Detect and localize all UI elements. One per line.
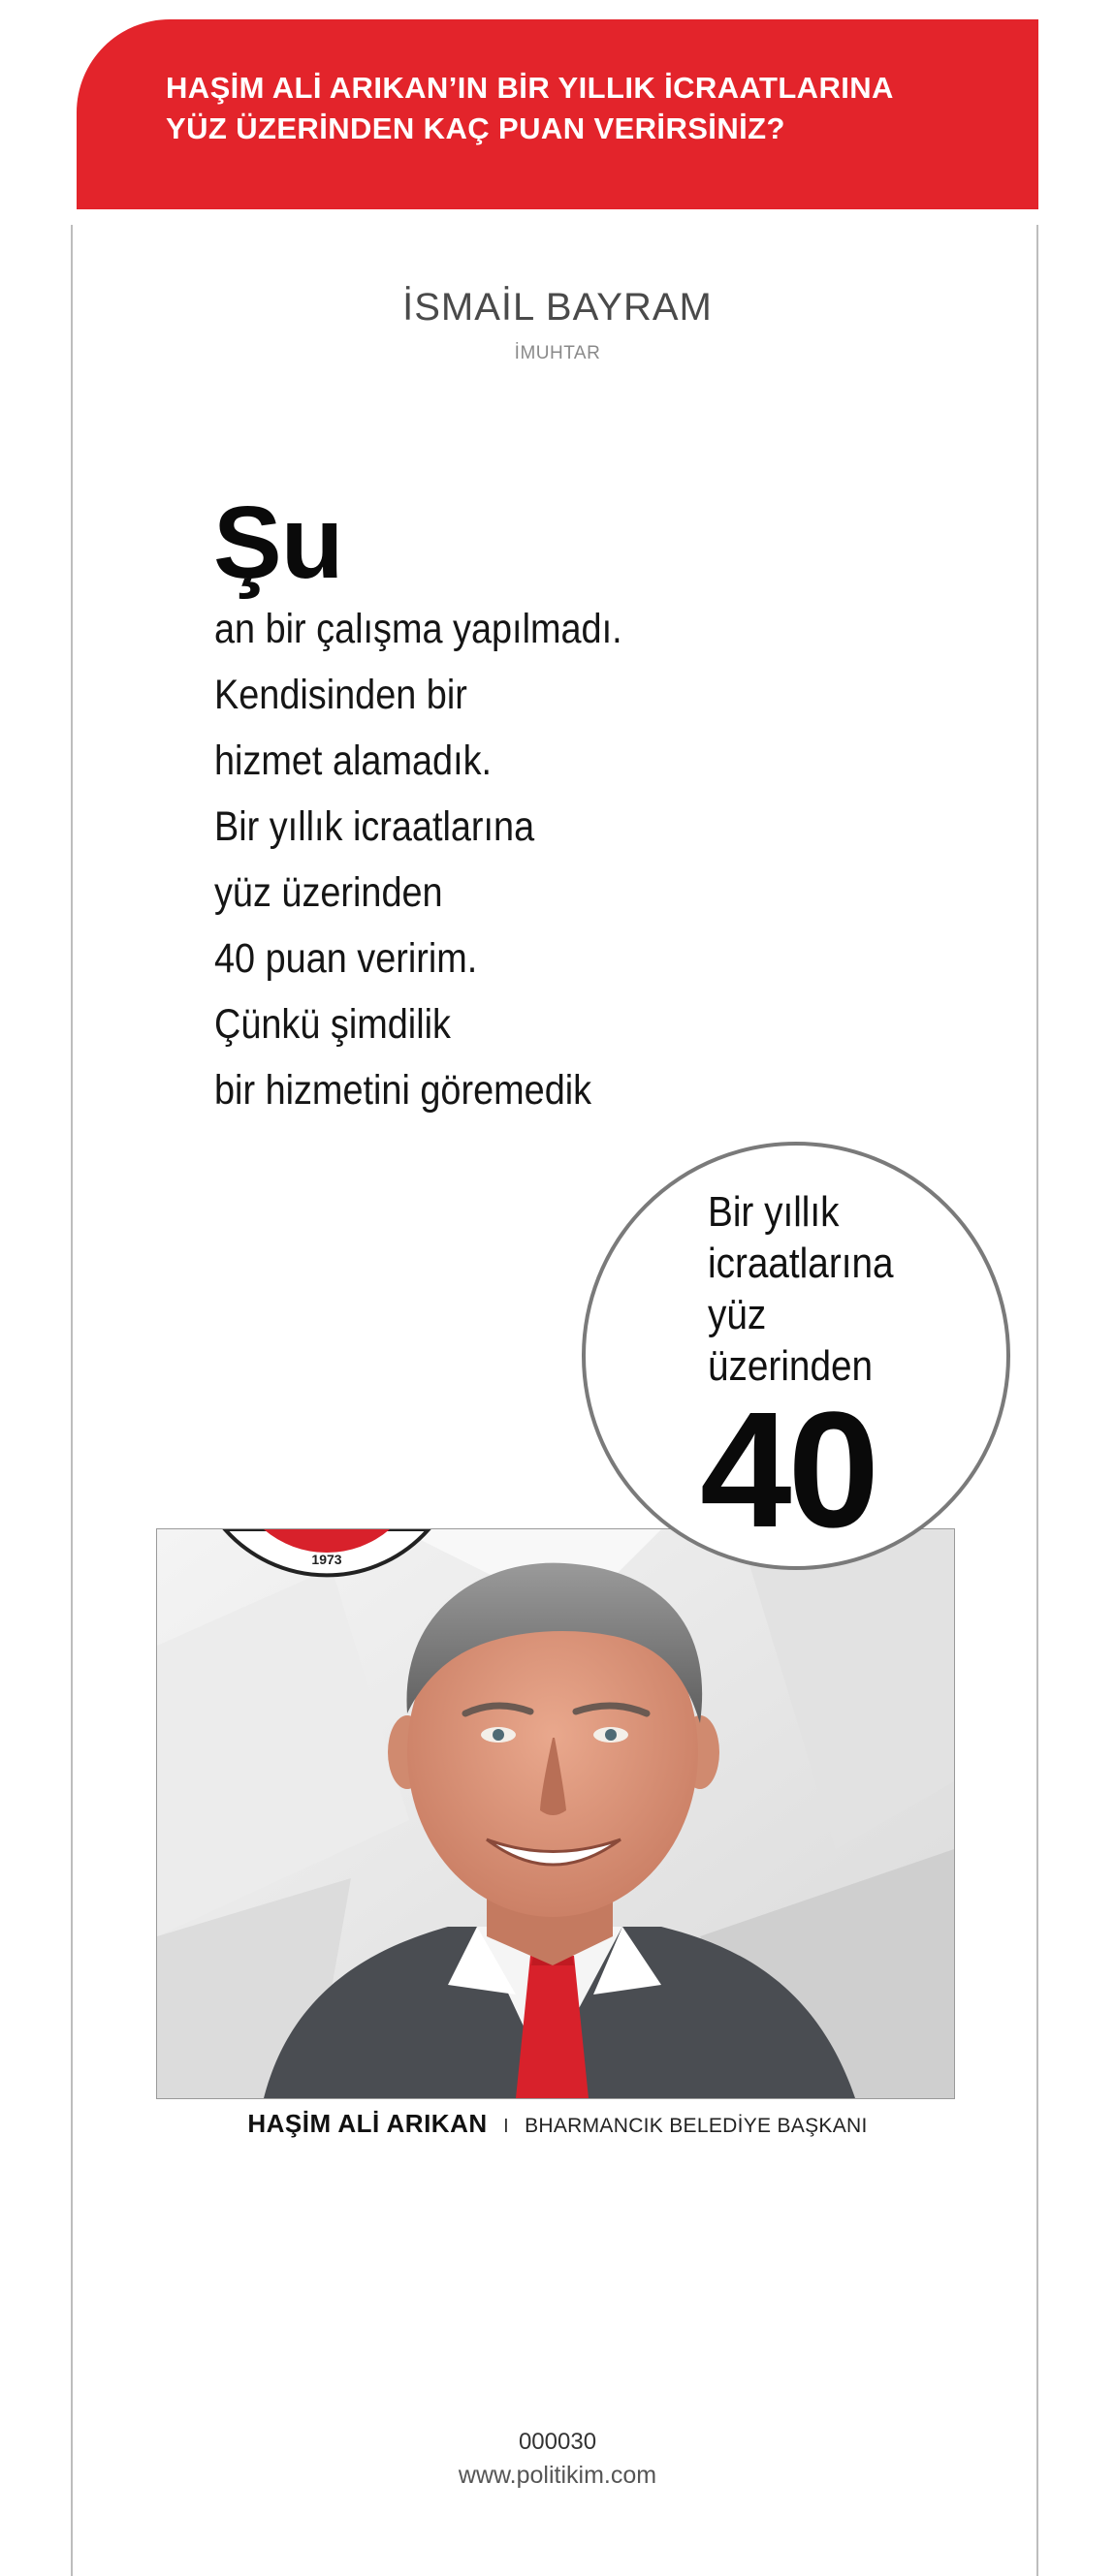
- score-label-line: icraatlarına: [708, 1240, 894, 1287]
- question-line-1: HAŞİM ALİ ARIKAN’IN BİR YILLIK İCRAATLARINA: [166, 71, 894, 105]
- score-label-line: Bir yıllık: [708, 1188, 840, 1236]
- quote-line: 40 puan veririm.: [214, 935, 478, 982]
- mayor-photo: [156, 1528, 955, 2099]
- question-banner: [77, 19, 1038, 209]
- score-badge: [582, 1142, 1010, 1570]
- quote-line: Bir yıllık icraatlarına: [214, 803, 535, 850]
- respondent-name: İSMAİL BAYRAM: [402, 286, 713, 329]
- emblem-year: 1973: [311, 1552, 342, 1567]
- quote-text: [214, 596, 835, 1123]
- photo-caption: [0, 2109, 1115, 2139]
- score-label-line: yüz: [708, 1291, 767, 1338]
- quote-lead-word: Şu: [213, 486, 343, 600]
- score-label-line: üzerinden: [708, 1342, 874, 1390]
- score-value: 40: [700, 1378, 876, 1562]
- quote-line: bir hizmetini göremedik: [214, 1067, 592, 1114]
- quote-line: yüz üzerinden: [214, 869, 443, 916]
- quote-line: Kendisinden bir: [214, 672, 467, 718]
- caption-name: HAŞİM ALİ ARIKAN: [247, 2109, 488, 2138]
- quote-line: Çünkü şimdilik: [214, 1001, 451, 1048]
- quote-line: hizmet alamadık.: [214, 738, 493, 784]
- respondent-role: İMUHTAR: [514, 343, 601, 363]
- quote-line: an bir çalışma yapılmadı.: [214, 606, 622, 652]
- caption-separator: I: [503, 2116, 509, 2137]
- footer-url[interactable]: www.politikim.com: [458, 2462, 657, 2489]
- question-line-2: YÜZ ÜZERİNDEN KAÇ PUAN VERİRSİNİZ?: [166, 111, 785, 145]
- score-label: [708, 1186, 979, 1392]
- caption-title: BHARMANCIK BELEDİYE BAŞKANI: [525, 2115, 868, 2137]
- footer-code: 000030: [518, 2429, 597, 2455]
